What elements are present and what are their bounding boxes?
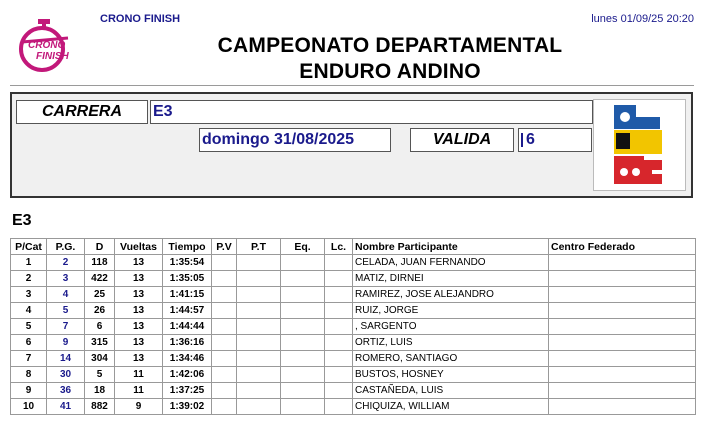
table-row: [11, 319, 696, 335]
table-cell: RUIZ, JORGE: [353, 303, 549, 319]
stopwatch-logo-icon: [8, 18, 92, 74]
results-table: [10, 238, 696, 415]
table-cell: [212, 271, 237, 287]
table-cell: [549, 335, 696, 351]
table-row: [11, 303, 696, 319]
table-cell: [281, 255, 325, 271]
table-row: [11, 351, 696, 367]
table-cell: CASTAÑEDA, LUIS: [353, 383, 549, 399]
table-cell: [237, 287, 281, 303]
table-cell: 26: [85, 303, 115, 319]
table-cell: 315: [85, 335, 115, 351]
table-cell: 1: [11, 255, 47, 271]
table-cell: [237, 319, 281, 335]
column-header: Nombre Participante: [353, 239, 549, 255]
table-cell: [237, 271, 281, 287]
table-cell: [212, 319, 237, 335]
table-row: [11, 399, 696, 415]
table-cell: [212, 383, 237, 399]
table-cell: 1:36:16: [163, 335, 212, 351]
table-cell: 36: [47, 383, 85, 399]
table-cell: MATIZ, DIRNEI: [353, 271, 549, 287]
carrera-label: CARRERA: [16, 100, 148, 124]
table-cell: 3: [47, 271, 85, 287]
race-date: domingo 31/08/2025: [199, 128, 391, 152]
table-cell: 422: [85, 271, 115, 287]
table-header-row: [11, 239, 696, 255]
table-cell: RAMIREZ, JOSE ALEJANDRO: [353, 287, 549, 303]
table-cell: [325, 351, 353, 367]
table-cell: [325, 287, 353, 303]
motorcycle-league-logo-icon: [594, 100, 685, 190]
table-cell: [281, 351, 325, 367]
table-cell: 9: [115, 399, 163, 415]
table-cell: 11: [115, 383, 163, 399]
table-cell: 1:42:06: [163, 367, 212, 383]
table-cell: 8: [11, 367, 47, 383]
table-cell: [237, 335, 281, 351]
column-header: Lc.: [325, 239, 353, 255]
table-cell: 14: [47, 351, 85, 367]
brand-name: CRONO FINISH: [100, 13, 181, 25]
table-cell: [212, 399, 237, 415]
column-header: P.V: [212, 239, 237, 255]
table-cell: [212, 303, 237, 319]
table-cell: [237, 399, 281, 415]
page-title-line2: ENDURO ANDINO: [299, 60, 481, 83]
logo-wordmark-bottom: FINISH: [36, 51, 69, 62]
brand-logo: [8, 18, 92, 74]
table-cell: 13: [115, 335, 163, 351]
timestamp: lunes 01/09/25 20:20: [591, 13, 694, 25]
table-cell: [237, 255, 281, 271]
column-header: P.G.: [47, 239, 85, 255]
table-cell: 3: [11, 287, 47, 303]
table-cell: 6: [85, 319, 115, 335]
table-cell: [212, 255, 237, 271]
table-cell: 2: [47, 255, 85, 271]
table-cell: 4: [47, 287, 85, 303]
column-header: Eq.: [281, 239, 325, 255]
table-cell: 7: [11, 351, 47, 367]
table-cell: [549, 367, 696, 383]
column-header: D: [85, 239, 115, 255]
table-cell: 9: [11, 383, 47, 399]
table-cell: [325, 255, 353, 271]
table-cell: [549, 271, 696, 287]
table-cell: 41: [47, 399, 85, 415]
table-cell: [325, 383, 353, 399]
table-cell: 5: [11, 319, 47, 335]
table-cell: 7: [47, 319, 85, 335]
table-cell: [237, 383, 281, 399]
table-cell: 1:35:05: [163, 271, 212, 287]
table-cell: 13: [115, 303, 163, 319]
table-cell: 13: [115, 287, 163, 303]
table-cell: [549, 399, 696, 415]
table-cell: [212, 287, 237, 303]
federation-logo: [593, 99, 686, 191]
table-cell: 1:34:46: [163, 351, 212, 367]
table-cell: [237, 351, 281, 367]
header-divider: [10, 85, 694, 86]
table-cell: [281, 287, 325, 303]
table-cell: [237, 367, 281, 383]
table-cell: [212, 367, 237, 383]
column-header: Tiempo: [163, 239, 212, 255]
table-cell: 304: [85, 351, 115, 367]
table-row: [11, 255, 696, 271]
table-cell: 10: [11, 399, 47, 415]
table-row: [11, 271, 696, 287]
table-cell: [281, 399, 325, 415]
table-cell: 13: [115, 255, 163, 271]
table-cell: 13: [115, 271, 163, 287]
column-header: Centro Federado: [549, 239, 696, 255]
table-cell: 1:44:57: [163, 303, 212, 319]
race-info-panel: [10, 92, 693, 198]
table-cell: [325, 303, 353, 319]
table-cell: [281, 367, 325, 383]
table-cell: ROMERO, SANTIAGO: [353, 351, 549, 367]
table-cell: 5: [85, 367, 115, 383]
table-row: [11, 335, 696, 351]
table-cell: 13: [115, 351, 163, 367]
table-cell: [325, 319, 353, 335]
table-cell: 9: [47, 335, 85, 351]
carrera-value: E3: [150, 100, 593, 124]
table-cell: [281, 335, 325, 351]
valida-number: 6: [526, 131, 535, 148]
table-cell: [281, 319, 325, 335]
table-cell: 25: [85, 287, 115, 303]
table-cell: 1:44:44: [163, 319, 212, 335]
race-heading: E3: [12, 212, 32, 229]
logo-wordmark-top: CRONO: [28, 40, 66, 51]
table-cell: [325, 335, 353, 351]
table-cell: [281, 383, 325, 399]
table-cell: [549, 351, 696, 367]
table-cell: [281, 303, 325, 319]
table-cell: 11: [115, 367, 163, 383]
table-cell: [325, 367, 353, 383]
table-cell: 1:41:15: [163, 287, 212, 303]
table-cell: 1:39:02: [163, 399, 212, 415]
table-cell: 30: [47, 367, 85, 383]
table-cell: , SARGENTO: [353, 319, 549, 335]
valida-value: [518, 128, 592, 152]
cursor-icon: [521, 133, 524, 147]
table-cell: CELADA, JUAN FERNANDO: [353, 255, 549, 271]
table-cell: 1:35:54: [163, 255, 212, 271]
table-cell: [212, 351, 237, 367]
column-header: Vueltas: [115, 239, 163, 255]
table-cell: [325, 271, 353, 287]
table-cell: [212, 335, 237, 351]
table-cell: [549, 383, 696, 399]
table-cell: CHIQUIZA, WILLIAM: [353, 399, 549, 415]
page-title-line1: CAMPEONATO DEPARTAMENTAL: [217, 34, 563, 57]
table-cell: 2: [11, 271, 47, 287]
table-cell: 118: [85, 255, 115, 271]
table-cell: 18: [85, 383, 115, 399]
table-cell: 1:37:25: [163, 383, 212, 399]
table-row: [11, 383, 696, 399]
table-cell: 6: [11, 335, 47, 351]
table-cell: [549, 255, 696, 271]
valida-label: VALIDA: [410, 128, 514, 152]
table-cell: BUSTOS, HOSNEY: [353, 367, 549, 383]
table-cell: [325, 399, 353, 415]
table-cell: [549, 287, 696, 303]
table-cell: 4: [11, 303, 47, 319]
table-row: [11, 287, 696, 303]
column-header: P.T: [237, 239, 281, 255]
table-cell: 5: [47, 303, 85, 319]
table-cell: [237, 303, 281, 319]
table-cell: [549, 303, 696, 319]
table-cell: [549, 319, 696, 335]
table-cell: 882: [85, 399, 115, 415]
table-row: [11, 367, 696, 383]
table-cell: ORTIZ, LUIS: [353, 335, 549, 351]
table-cell: [281, 271, 325, 287]
column-header: P/Cat: [11, 239, 47, 255]
table-cell: 13: [115, 319, 163, 335]
